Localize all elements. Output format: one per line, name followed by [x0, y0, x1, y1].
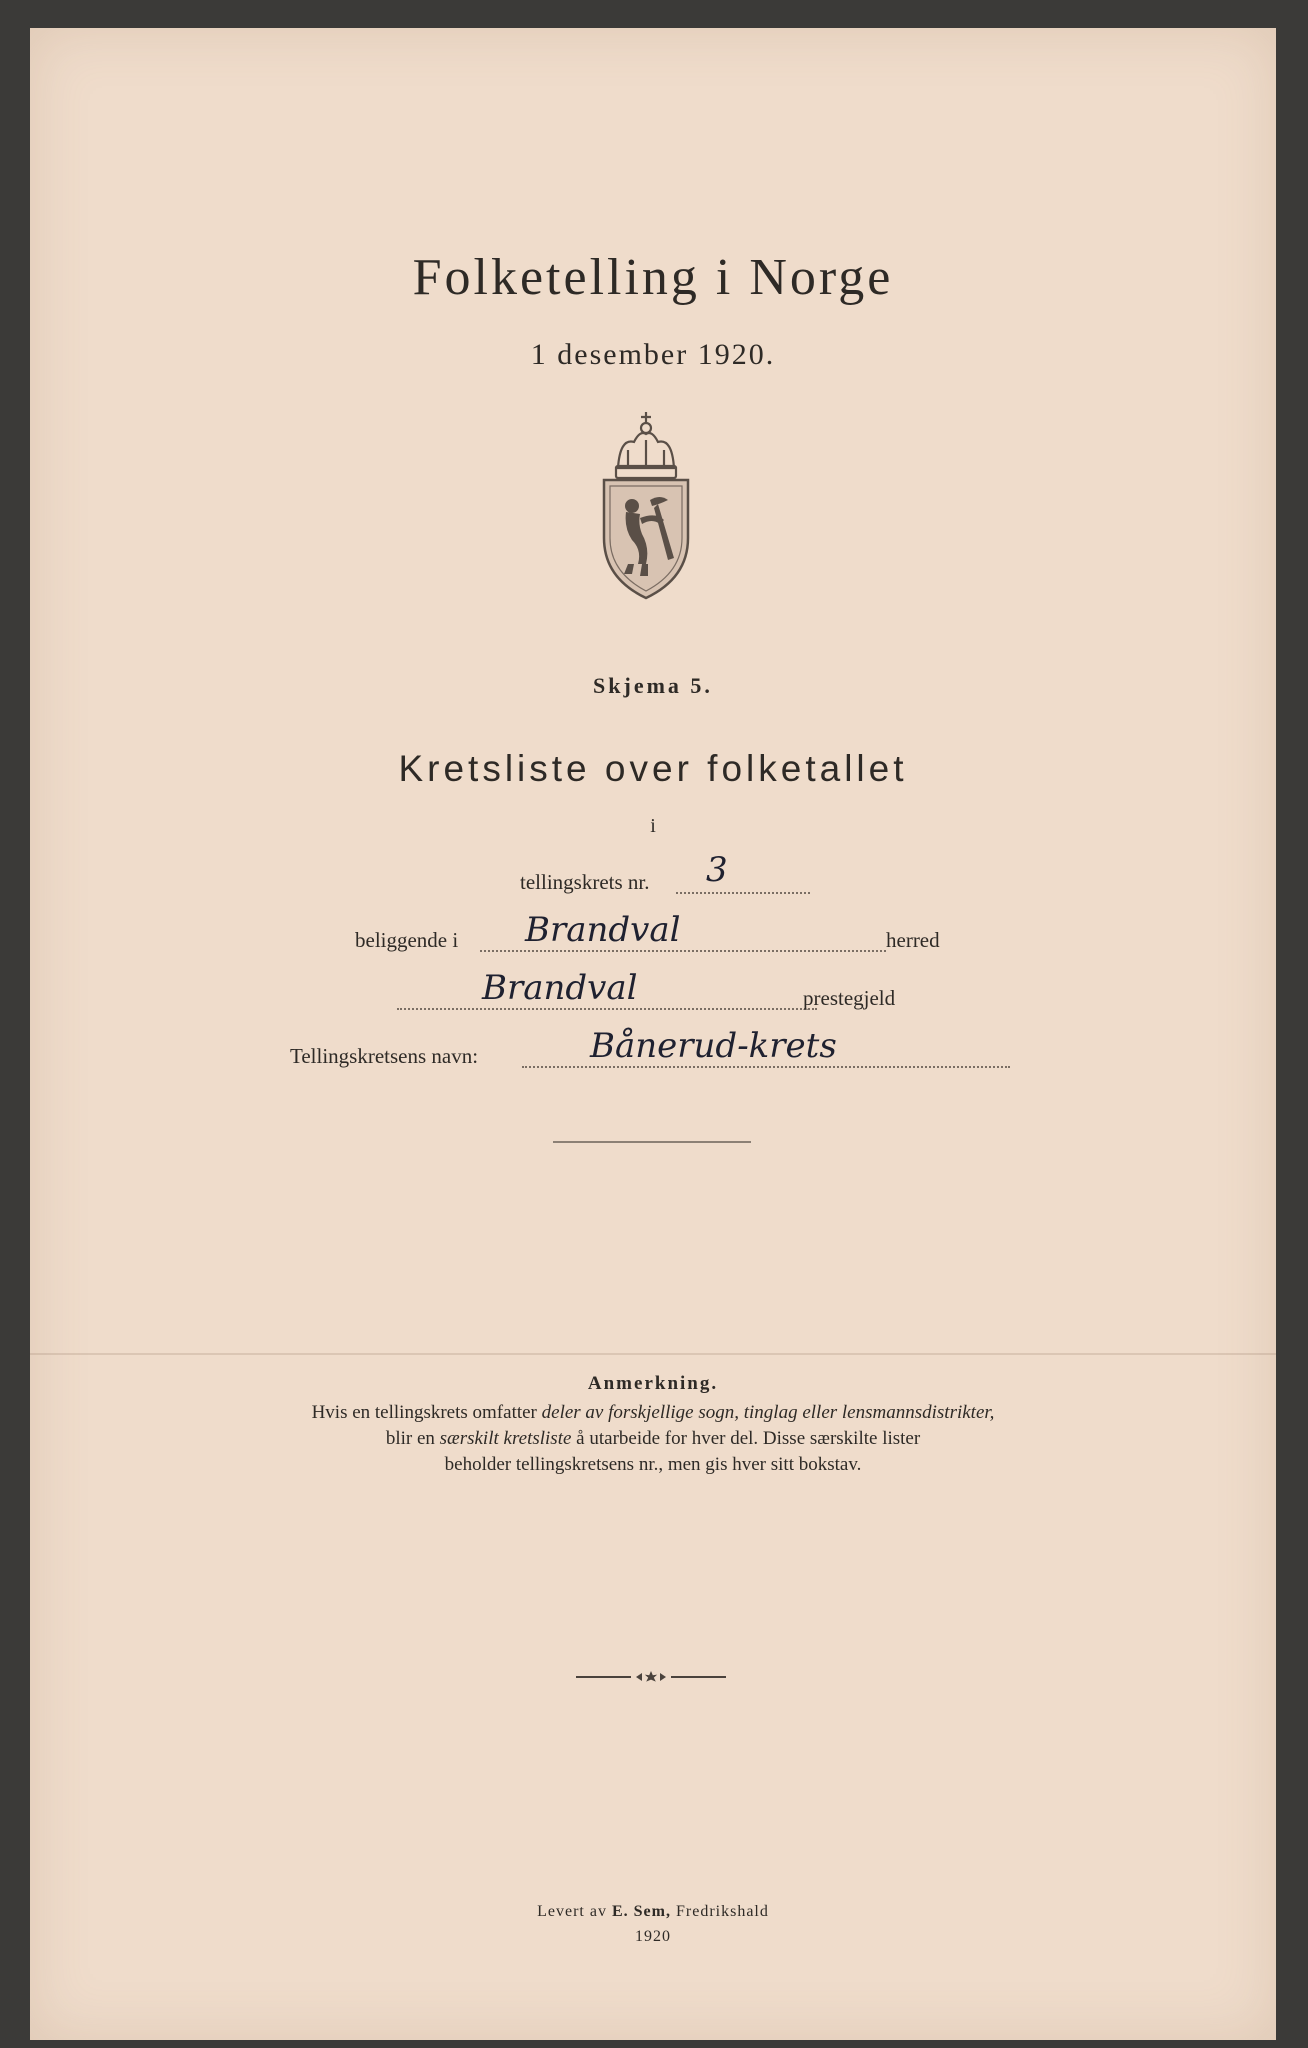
note-line-1: [30, 1400, 1276, 1426]
municipality-suffix: herred: [886, 928, 940, 952]
circuit-number-label: tellingskrets nr.: [520, 870, 650, 894]
located-in-label: beliggende i: [355, 928, 459, 952]
schema-number: Skjema 5.: [593, 673, 713, 698]
circuit-name-row: [30, 1020, 1276, 1070]
note-line-1-text: Hvis en tellingskrets omfatter: [311, 1402, 542, 1423]
note-line-2-text: blir en: [385, 1428, 440, 1449]
printer-name: E. Sem,: [611, 1903, 671, 1920]
printer-prefix: Levert av: [537, 1903, 612, 1920]
parish-value: Brandval: [482, 968, 638, 1008]
parish-field-line: [397, 1008, 817, 1010]
ornament-divider-icon: [576, 1670, 726, 1684]
print-year: 1920: [635, 1928, 671, 1945]
norway-coat-of-arms-icon: [598, 408, 694, 604]
parish-suffix: prestegjeld: [803, 986, 896, 1010]
note-line-2-tail: å utarbeide for hver del. Disse særskilte lister: [571, 1428, 921, 1449]
circuit-name-value: Bånerud-krets: [590, 1026, 837, 1066]
municipality-value: Brandval: [525, 910, 681, 950]
note-heading: Anmerkning.: [587, 1373, 719, 1394]
page-title: Folketelling i Norge: [412, 249, 894, 306]
parish-row: [30, 962, 1276, 1012]
circuit-number-field-line: [676, 892, 810, 894]
note-line-3: beholder tellingskretsens nr., men gis hver sitt bokstav.: [444, 1454, 862, 1475]
printer-location: Fredrikshald: [670, 1903, 769, 1920]
note-line-2-italic: særskilt kretsliste: [439, 1428, 572, 1449]
circuit-number-row: [30, 848, 1276, 894]
form-subtitle: Kretsliste over folketallet: [398, 748, 908, 789]
census-date: 1 desember 1920.: [530, 338, 776, 371]
circuit-number-value: 3: [706, 850, 728, 890]
section-divider: [553, 1141, 751, 1143]
circuit-name-field-line: [522, 1066, 1010, 1068]
circuit-name-label: Tellingskretsens navn:: [290, 1044, 479, 1068]
paper-fold-line: [30, 1353, 1276, 1355]
printer-credit: [30, 1903, 1276, 1921]
note-line-1-italic: deler av forskjellige sogn, tinglag eller lensmannsdistrikter,: [541, 1402, 995, 1423]
note-line-2: [30, 1426, 1276, 1452]
census-form-page: [30, 28, 1276, 2040]
connector-word: i: [650, 815, 656, 837]
municipality-field-line: [480, 950, 886, 952]
municipality-row: [30, 904, 1276, 954]
